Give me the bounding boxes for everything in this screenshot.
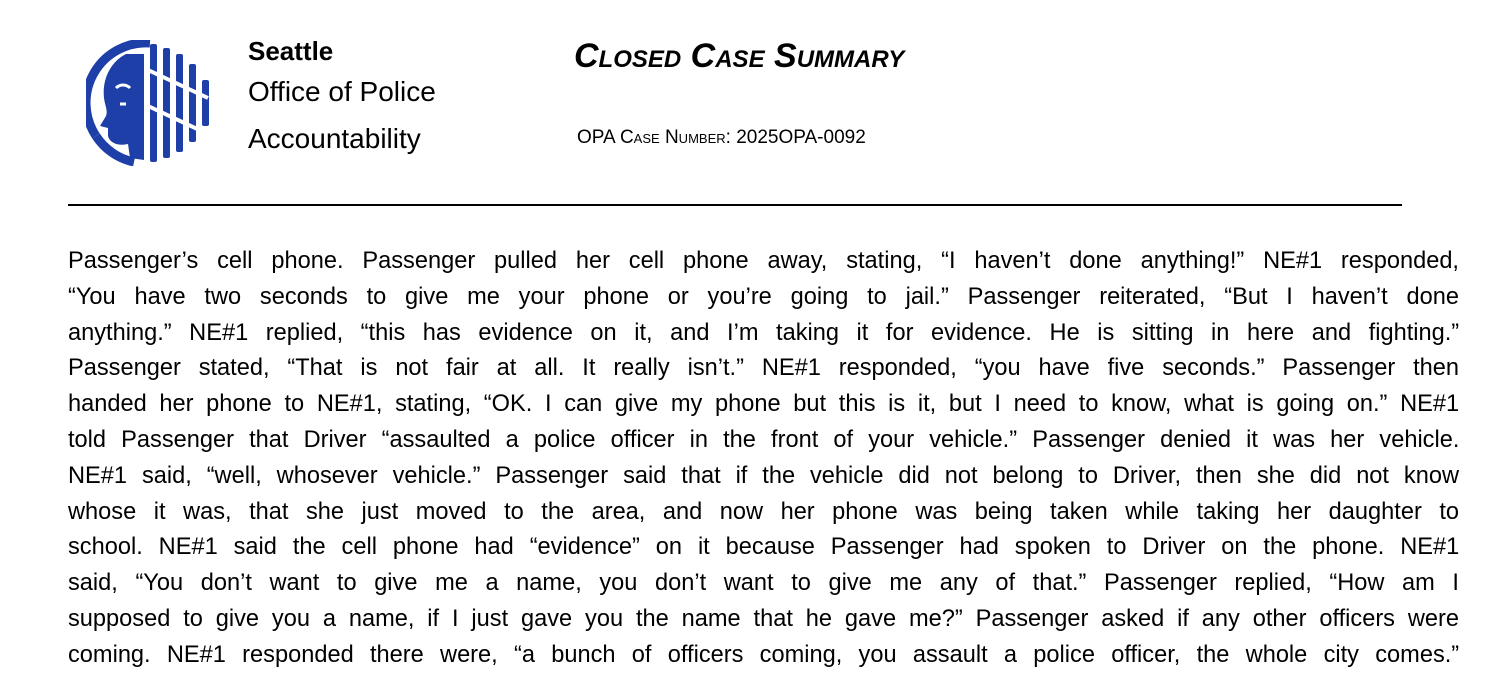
body-line: handed her phone to NE#1, stating, “OK. I can give my phone but this is it, but I need to know, what is going on.” NE#1: [68, 391, 1459, 418]
body-line: supposed to give you a name, if I just gave you the name that he gave me?” Passenger asked if any other officers were: [68, 605, 1459, 632]
body-line: anything.” NE#1 replied, “this has evidence on it, and I’m taking it for evidence. He is sitting in here and fighting.”: [68, 319, 1459, 346]
case-number-value: 2025OPA-0092: [736, 127, 866, 148]
body-line: “You have two seconds to give me your phone or you’re going to jail.” Passenger reiterated, “But I haven’t done: [68, 283, 1459, 310]
org-name-line-1: Office of Police: [248, 76, 436, 107]
case-number: [577, 126, 866, 150]
case-number-label: OPA Case Number:: [577, 127, 731, 148]
org-name-block: [248, 34, 436, 162]
body-line: Passenger’s cell phone. Passenger pulled her cell phone away, stating, “I haven’t done anything!” NE#1 responded,: [68, 248, 1459, 274]
org-name-line-2: Accountability: [248, 123, 421, 154]
org-city: Seattle: [248, 36, 334, 66]
body-line: Passenger stated, “That is not fair at all. It really isn’t.” NE#1 responded, “you have five seconds.” Passenger then: [68, 355, 1459, 382]
seattle-seal-icon: [86, 40, 214, 166]
body-paragraph: [68, 244, 1459, 674]
body-line: NE#1 said, “well, whosever vehicle.” Passenger said that if the vehicle did not belong to Driver, then she did not know: [68, 462, 1459, 489]
header-divider: [68, 204, 1402, 206]
body-line: school. NE#1 said the cell phone had “evidence” on it because Passenger had spoken to Driver on the phone. NE#1: [68, 534, 1459, 561]
body-line: coming. NE#1 responded there were, “a bunch of officers coming, you assault a police officer, the whole city comes.”: [68, 641, 1459, 668]
document-title: Closed Case Summary: [574, 37, 905, 75]
body-line: told Passenger that Driver “assaulted a police officer in the front of your vehicle.” Passenger denied it was her vehicle.: [68, 426, 1459, 453]
body-line: whose it was, that she just moved to the area, and now her phone was being taken while taking her daughter to: [68, 498, 1459, 525]
body-line: said, “You don’t want to give me a name, you don’t want to give me any of that.” Passenger replied, “How am I: [68, 570, 1459, 597]
